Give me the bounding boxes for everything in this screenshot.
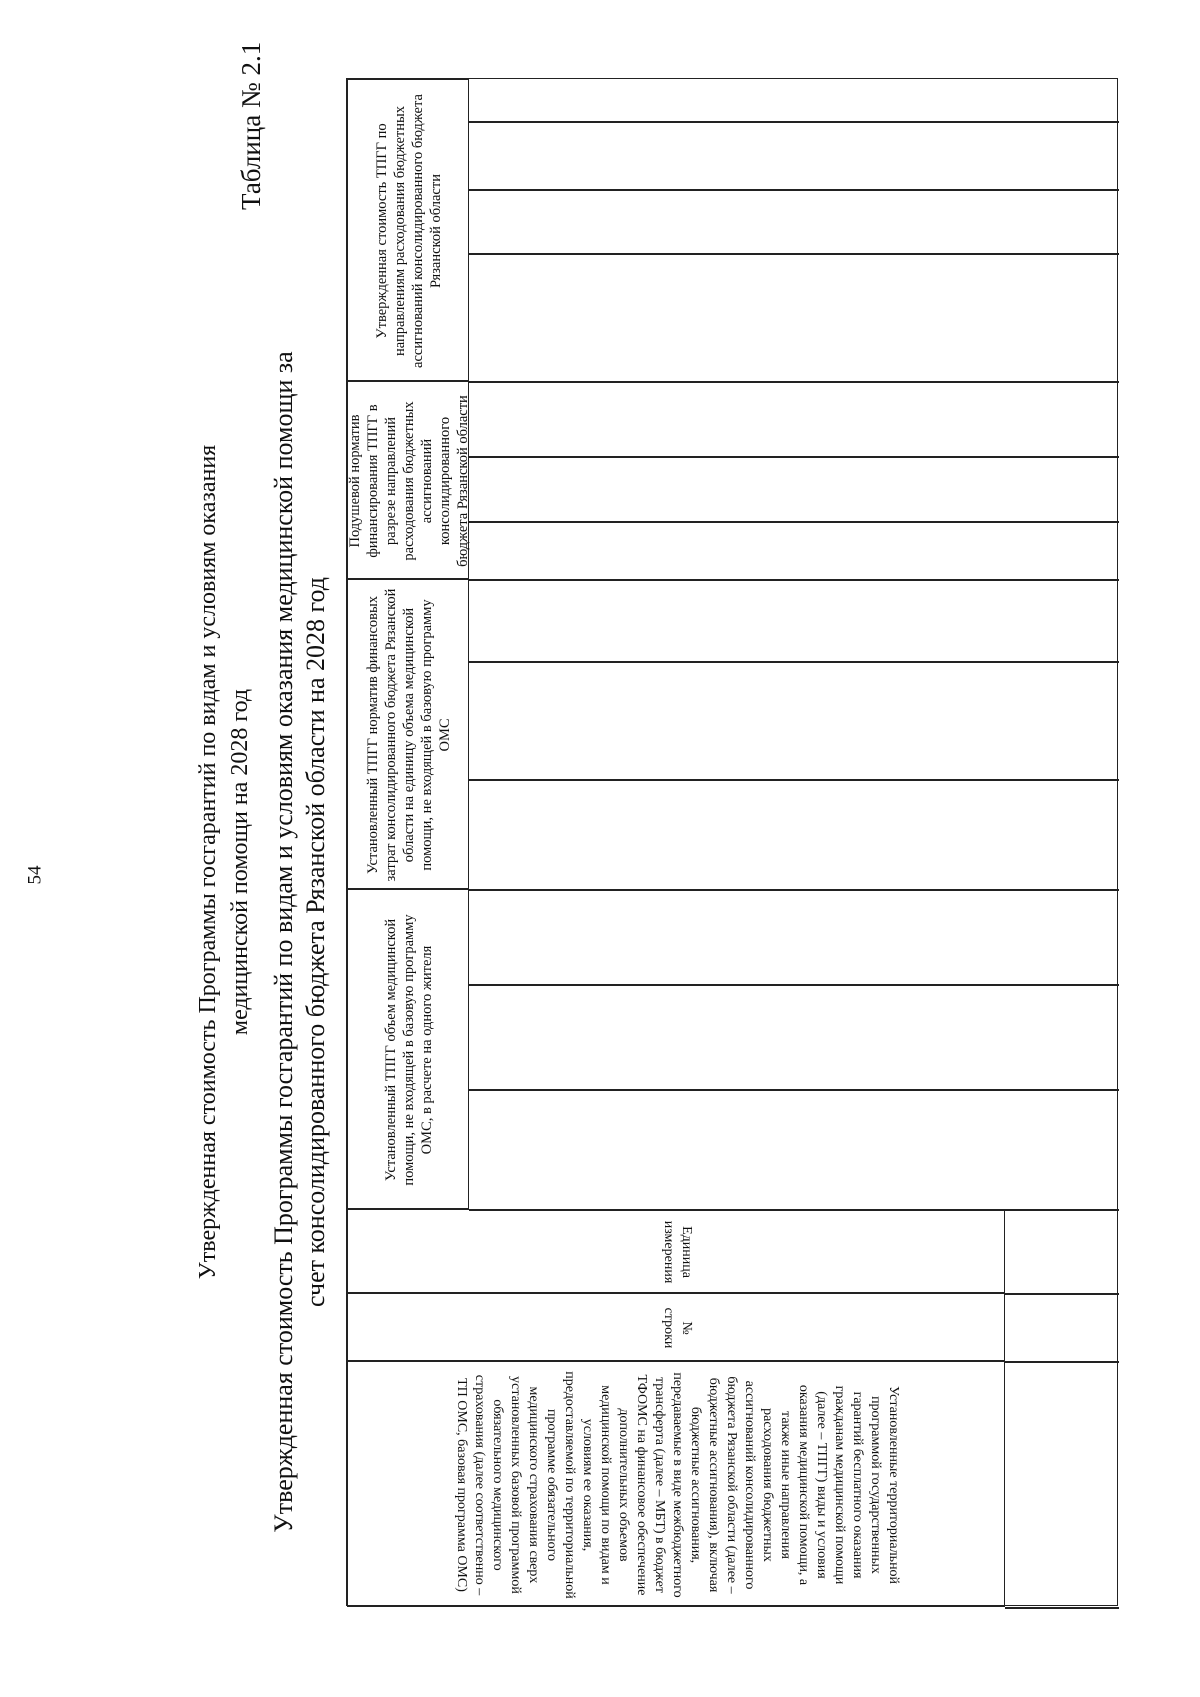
unit-cell-6 bbox=[961, 984, 1005, 986]
unit-cell-8 bbox=[961, 779, 1005, 781]
unit-cell-13 bbox=[961, 381, 1005, 383]
col-header-5 bbox=[469, 1089, 961, 1091]
unit-cell-9 bbox=[961, 661, 1005, 663]
col-header-9 bbox=[469, 661, 961, 663]
unit-cell-10 bbox=[961, 579, 1005, 581]
unit-cell-7 bbox=[961, 889, 1005, 891]
table-number: Таблица № 2.1 bbox=[236, 41, 266, 210]
column-number-16 bbox=[1005, 121, 1119, 123]
page-subheading: Утвержденная стоимость Программы госгарантий по видам и условиям оказания медицинской помощи за счет консолидированного бюджета Рязанской области на 2028 год bbox=[269, 351, 330, 1533]
col-header-3: Единица измерения bbox=[347, 1209, 1005, 1293]
column-number-3 bbox=[1005, 1293, 1119, 1295]
group-header-per-capita: Подушевой норматив финансирования ТПГГ в разрезе направлений расходования бюджетных ассигнований консолидированного бюджета Рязанской области bbox=[347, 381, 469, 579]
column-number-7 bbox=[1005, 889, 1119, 891]
column-number-1 bbox=[1005, 1607, 1119, 1609]
column-number-13 bbox=[1005, 381, 1119, 383]
page-number: 54 bbox=[24, 865, 46, 885]
column-number-2 bbox=[1005, 1361, 1119, 1363]
col-header-16 bbox=[469, 121, 961, 123]
col-header-13 bbox=[469, 381, 961, 383]
col-header-7 bbox=[469, 889, 961, 891]
column-number-5 bbox=[1005, 1089, 1119, 1091]
group-header-approved-cost: Утвержденная стоимость ТПГГ по направлениям расходования бюджетных ассигнований консолидированного бюджета Рязанской области bbox=[347, 79, 469, 381]
unit-cell-5 bbox=[961, 1089, 1005, 1091]
unit-cell-12 bbox=[961, 456, 1005, 458]
unit-cell-11 bbox=[961, 521, 1005, 523]
unit-cell-15 bbox=[961, 189, 1005, 191]
unit-cell-4 bbox=[961, 1209, 1005, 1211]
group-header-cost: Установленный ТПГГ норматив финансовых затрат консолидированного бюджета Рязанской области на единицу объема медицинской помощи, не входящей в базовую программу ОМС bbox=[347, 579, 469, 889]
column-number-11 bbox=[1005, 521, 1119, 523]
column-number-9 bbox=[1005, 661, 1119, 663]
col-header-4 bbox=[469, 1209, 961, 1211]
col-header-1: Установленные территориальной программой государственных гарантий бесплатного оказания гражданам медицинской помощи (далее – ТПГГ) виды и условия оказания медицинской помощи, а также иные направления расходования бюджетных ассигнований консолидированного бюджета Рязанской области (далее – бюджетные ассигнования), включая бюджетные ассигнования, передаваемые в виде межбюджетного трансферта (далее – МБТ) в бюджет ТФОМС на финансовое обеспечение дополнительных объемов медицинской помощи по видам и условиям ее оказания, предоставляемой по территориальной программе обязательного медицинского страхования сверх установленных базовой программой обязательного медицинского страхования (далее соответственно – ТП ОМС, базовая программа ОМС) bbox=[347, 1361, 1005, 1607]
data-table bbox=[346, 78, 1118, 1606]
unit-cell-16 bbox=[961, 121, 1005, 123]
col-header-6 bbox=[469, 984, 961, 986]
col-header-8 bbox=[469, 779, 961, 781]
page-heading: Утвержденная стоимость Программы госгарантий по видам и условиям оказания медицинской помощи на 2028 год bbox=[195, 444, 253, 1280]
unit-cell-14 bbox=[961, 253, 1005, 255]
column-number-4 bbox=[1005, 1209, 1119, 1211]
col-header-12 bbox=[469, 456, 961, 458]
col-header-10 bbox=[469, 579, 961, 581]
col-header-14 bbox=[469, 253, 961, 255]
column-number-14 bbox=[1005, 253, 1119, 255]
column-number-6 bbox=[1005, 984, 1119, 986]
column-number-10 bbox=[1005, 579, 1119, 581]
col-header-15 bbox=[469, 189, 961, 191]
column-number-8 bbox=[1005, 779, 1119, 781]
col-header-11 bbox=[469, 521, 961, 523]
column-number-12 bbox=[1005, 456, 1119, 458]
column-number-15 bbox=[1005, 189, 1119, 191]
col-header-2: № строки bbox=[347, 1293, 1005, 1361]
group-header-volume: Установленный ТПГГ объем медицинской помощи, не входящей в базовую программу ОМС, в расчете на одного жителя bbox=[347, 889, 469, 1209]
